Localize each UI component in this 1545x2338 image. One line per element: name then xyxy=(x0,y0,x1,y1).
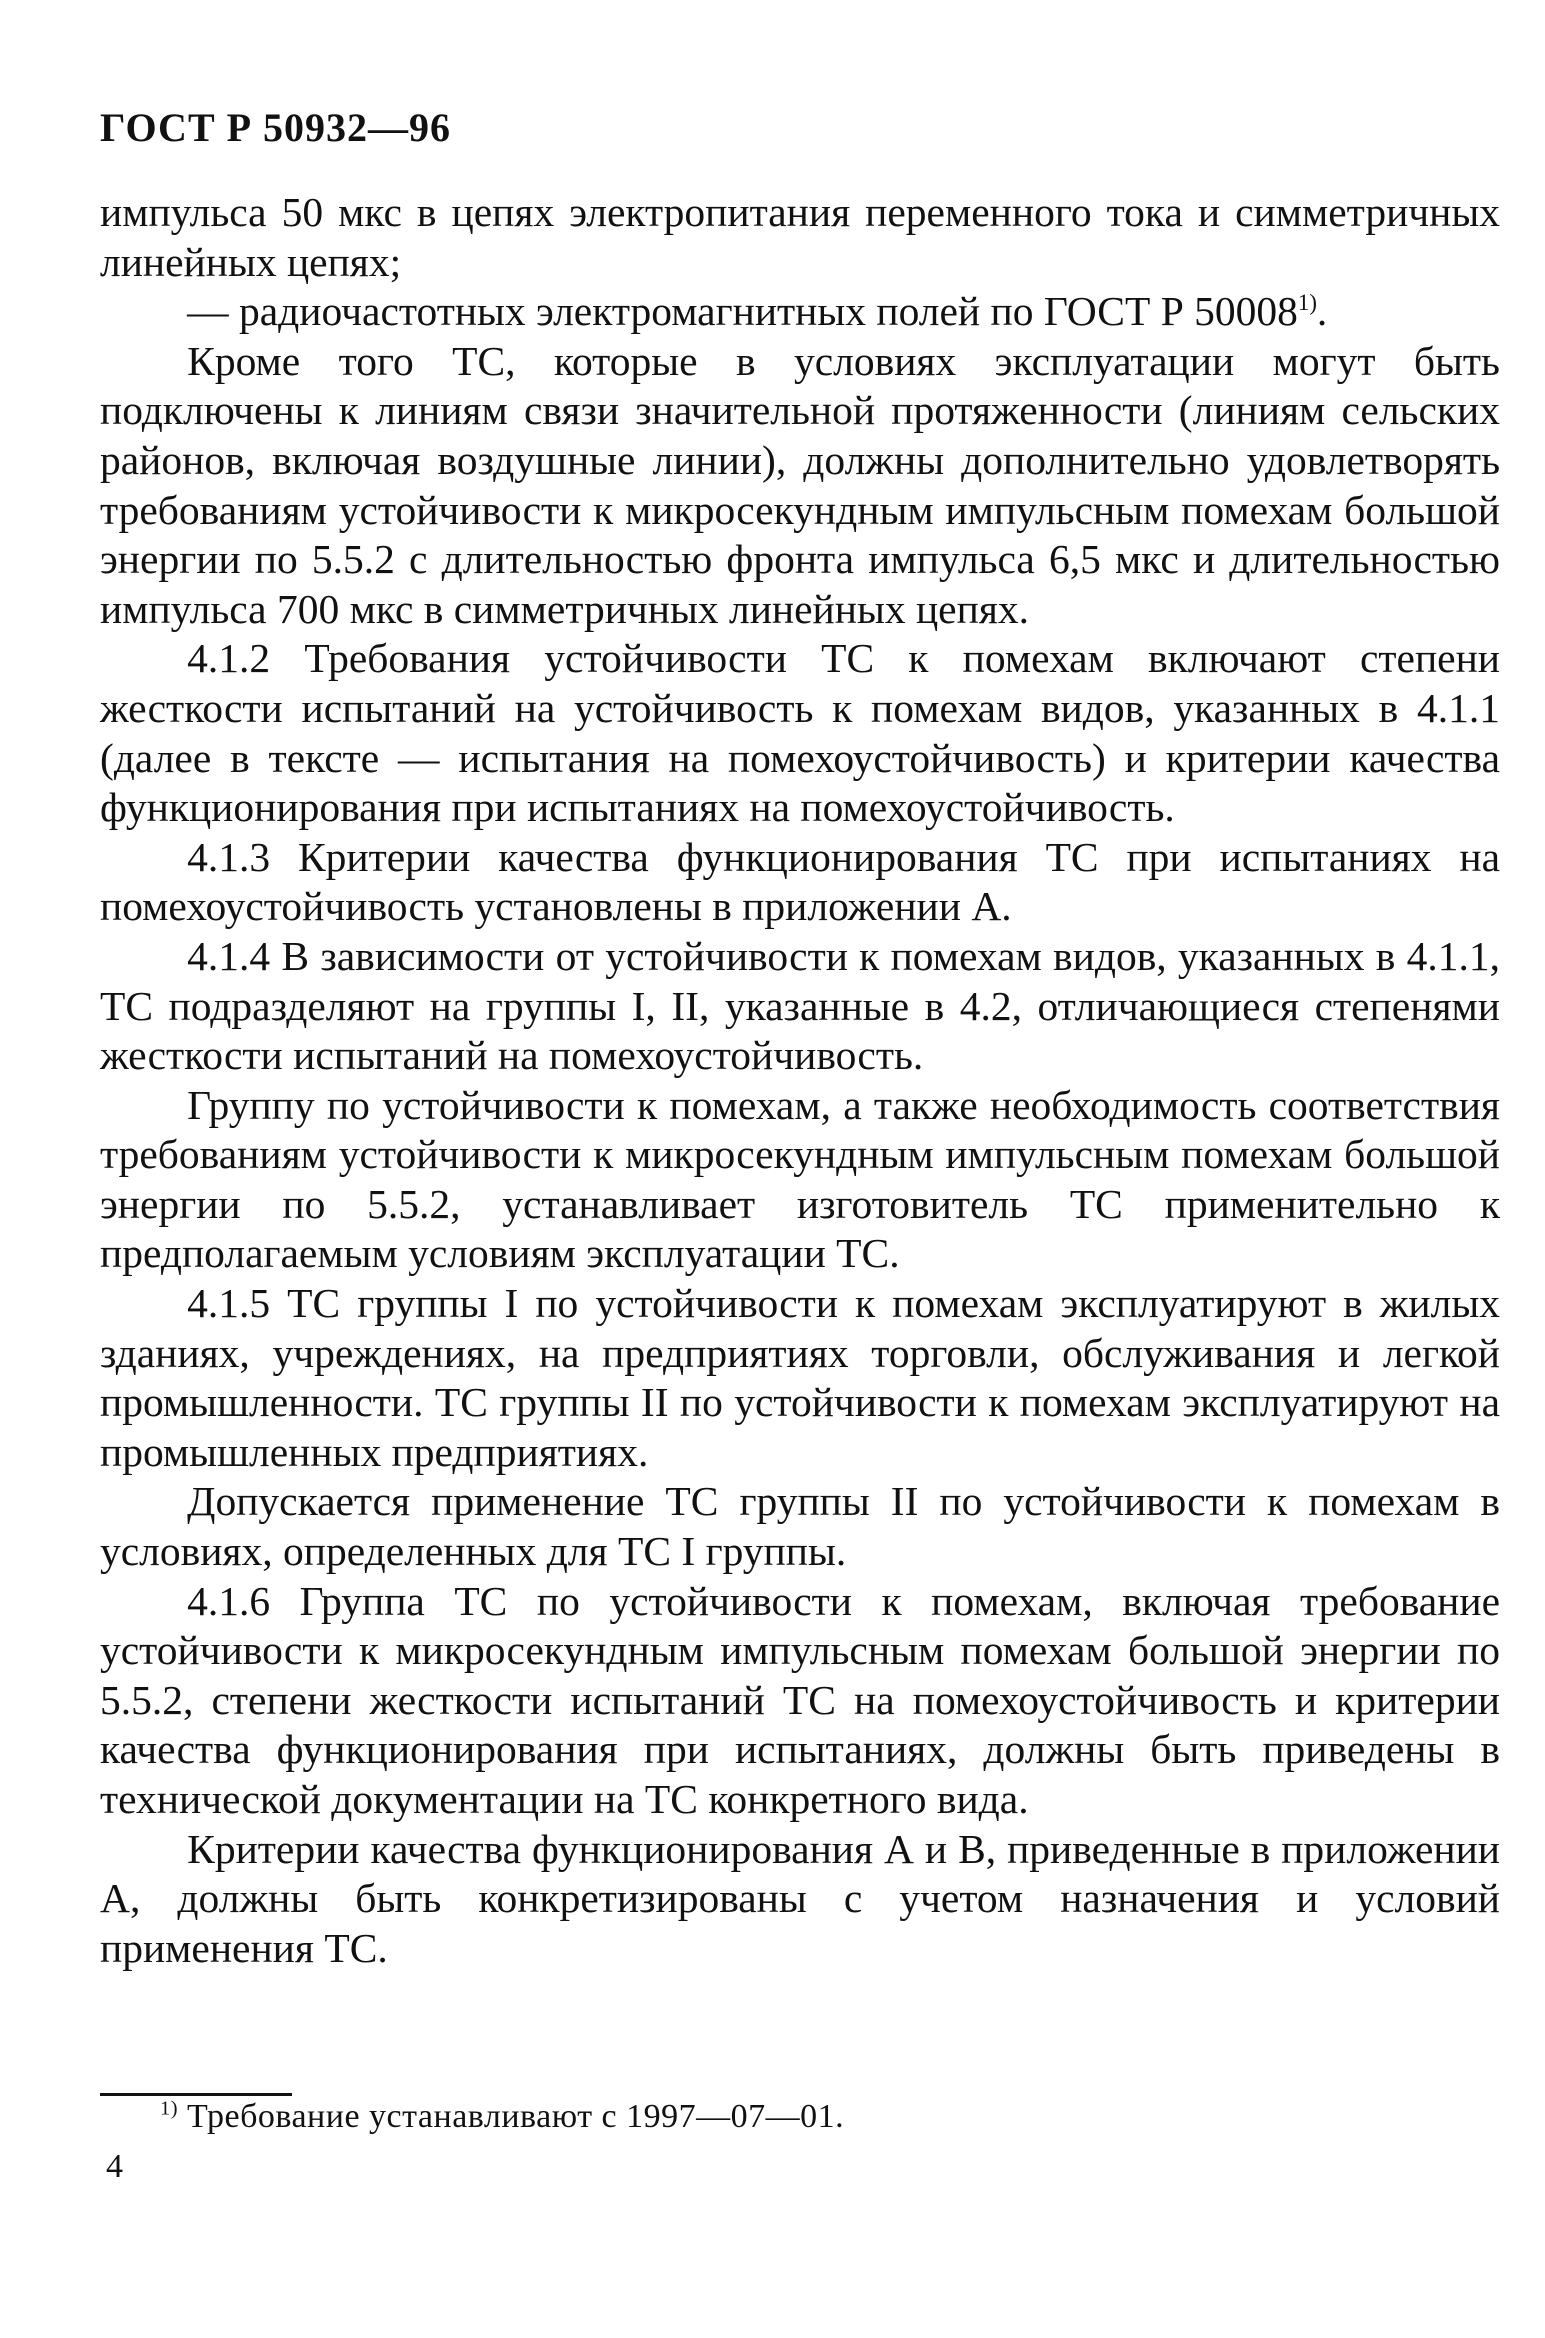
document-header: ГОСТ Р 50932—96 xyxy=(100,105,452,150)
footnote-text: Требование устанавливают с 1997—07—01. xyxy=(178,2098,845,2135)
paragraph-4-1-3: 4.1.3 Критерии качества функционирования ТС при испытаниях на помехоустойчивость установлены в приложении А. xyxy=(100,833,1500,930)
paragraph-text: — радиочастотных электромагнитных полей по ГОСТ Р 50008 xyxy=(187,288,1298,335)
paragraph-radio-fields xyxy=(100,287,1500,337)
paragraph-group-ii-allowed: Допускается применение ТС группы II по устойчивости к помехам в условиях, определенных для ТС I группы. xyxy=(100,1478,1500,1575)
footnote-reference: 1) xyxy=(1297,290,1317,316)
paragraph-group-choice: Группу по устойчивости к помехам, а также необходимость соответствия требованиям устойчивости к микросекундным импульсным помехам большой энергии по 5.5.2, устанавливает изготовитель ТС применительно к предполагаемым условиям эксплуатации ТС. xyxy=(100,1081,1500,1277)
paragraph-long-lines: Кроме того ТС, которые в условиях эксплуатации могут быть подключены к линиям связи значительной протяженности (линиям сельских районов, включая воздушные линии), должны дополнительно удовлетворять требованиям устойчивости к микросекундным импульсным помехам большой энергии по 5.5.2 с длительностью фронта импульса 6,5 мкс и длительностью импульса 700 мкс в симметричных линейных цепях. xyxy=(100,337,1500,632)
body-text xyxy=(100,188,1500,1973)
paragraph-4-1-2: 4.1.2 Требования устойчивости ТС к помехам включают степени жесткости испытаний на устойчивость к помехам видов, указанных в 4.1.1 (далее в тексте — испытания на помехоустойчивость) и критерии качества функционирования при испытаниях на помехоустойчивость. xyxy=(100,635,1500,831)
paragraph-end: . xyxy=(1316,288,1328,335)
footnote-divider xyxy=(100,2093,292,2096)
paragraph-criteria: Критерии качества функционирования А и В, приведенные в приложении А, должны быть конкретизированы с учетом назначения и условий применения ТС. xyxy=(100,1825,1500,1971)
paragraph-4-1-5: 4.1.5 ТС группы I по устойчивости к помехам эксплуатируют в жилых зданиях, учреждениях, на предприятиях торговли, обслуживания и легкой промышленности. ТС группы II по устойчивости к помехам эксплуатируют на промышленных предприятиях. xyxy=(100,1280,1500,1475)
page-number: 4 xyxy=(106,2148,123,2185)
paragraph-4-1-6: 4.1.6 Группа ТС по устойчивости к помехам, включая требование устойчивости к микросекундным импульсным помехам большой энергии по 5.5.2, степени жесткости испытаний ТС на помехоустойчивость и критерии качества функционирования при испытаниях, должны быть приведены в технической документации на ТС конкретного вида. xyxy=(100,1577,1500,1822)
footnote xyxy=(160,2098,844,2136)
paragraph-4-1-4: 4.1.4 В зависимости от устойчивости к помехам видов, указанных в 4.1.1, ТС подразделяют на группы I, II, указанные в 4.2, отличающиеся степенями жесткости испытаний на помехоустойчивость. xyxy=(100,932,1500,1079)
paragraph-continuation: импульса 50 мкс в цепях электропитания переменного тока и симметричных линейных цепях; xyxy=(100,189,1500,285)
footnote-marker: 1) xyxy=(160,2097,178,2120)
